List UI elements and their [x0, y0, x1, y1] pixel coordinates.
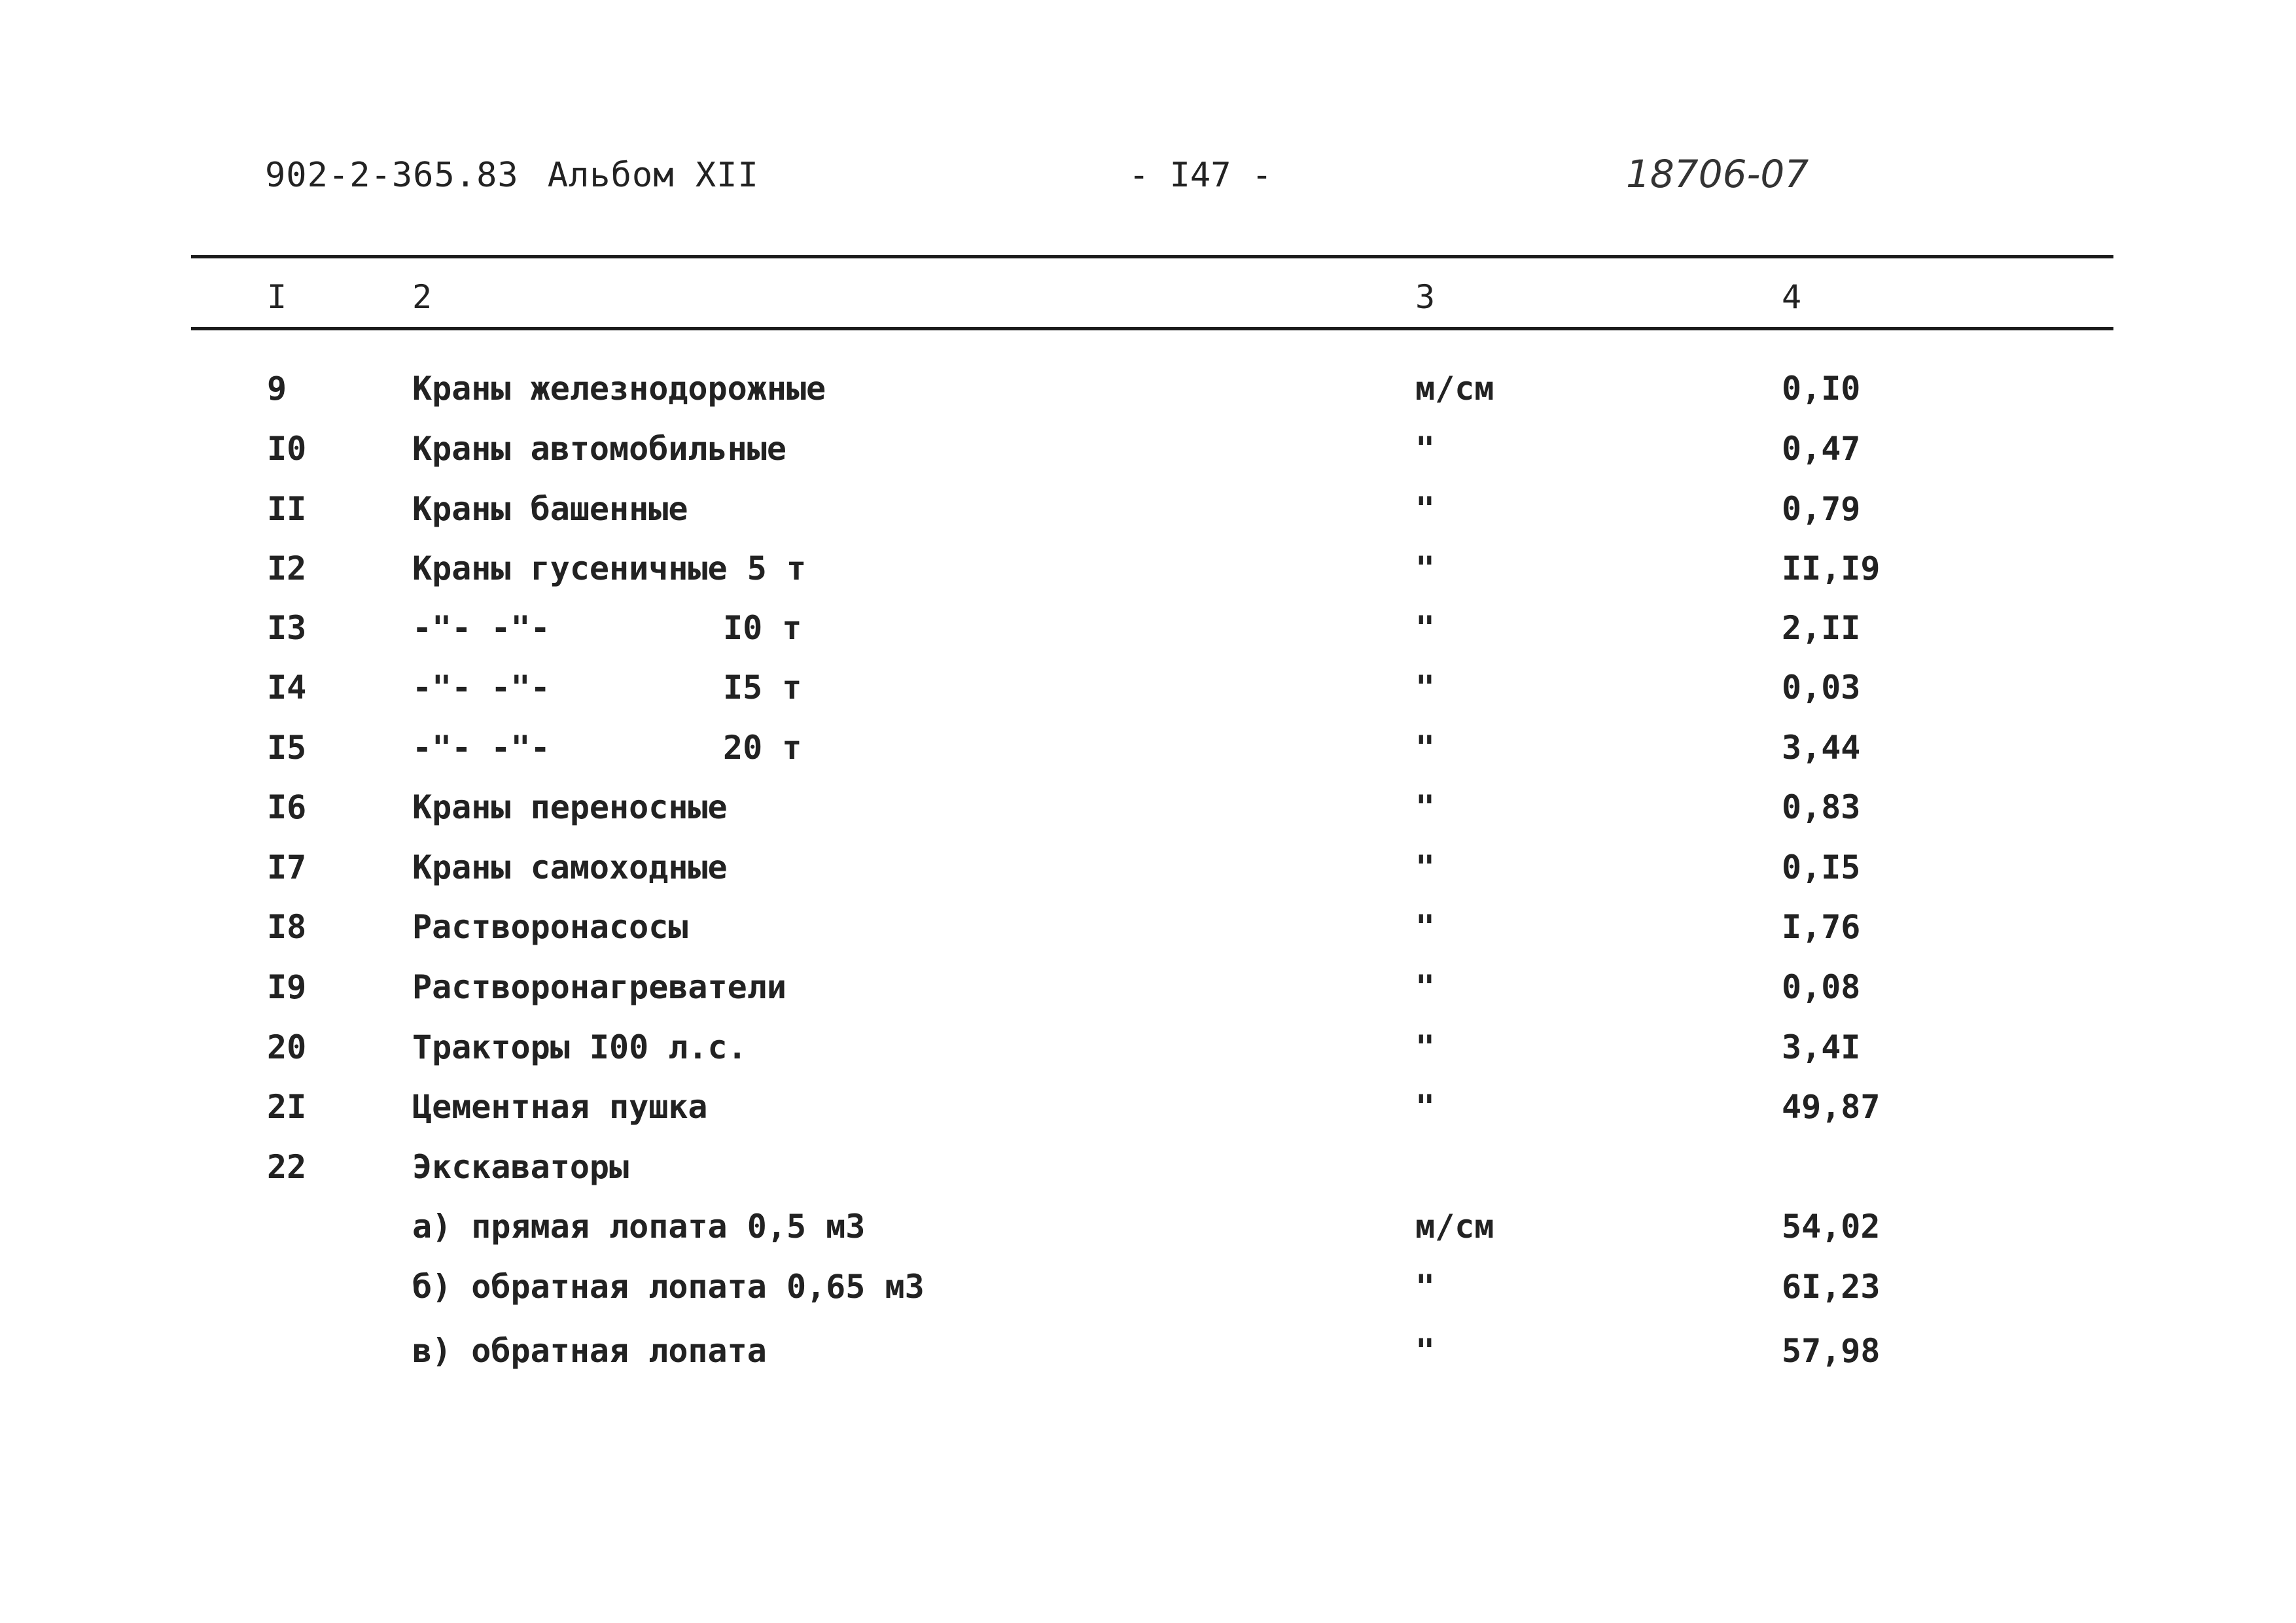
- table-cell-item-name: -"- -"-: [412, 669, 550, 707]
- table-cell-item-name: в) обратная лопата: [412, 1332, 767, 1370]
- table-cell-value: 3,4I: [1782, 1028, 1861, 1066]
- table-cell-value: 54,02: [1782, 1208, 1881, 1246]
- table-cell-unit: ": [1415, 848, 1436, 886]
- table-cell-item-name: Тракторы I00 л.с.: [412, 1028, 747, 1066]
- table-cell-item-name: б) обратная лопата 0,65 м3: [412, 1268, 925, 1306]
- table-cell-row-number: I0: [267, 430, 307, 468]
- table-cell-unit: ": [1415, 1028, 1436, 1066]
- table-cell-item-name: Краны железнодорожные: [412, 370, 826, 408]
- table-cell-unit: ": [1415, 788, 1436, 826]
- table-cell-unit: ": [1415, 1332, 1436, 1370]
- table-cell-value: 0,08: [1782, 968, 1861, 1006]
- column-header-4: 4: [1782, 278, 1802, 316]
- table-cell-unit: м/см: [1415, 370, 1494, 408]
- table-cell-row-number: II: [267, 490, 307, 528]
- document-code-header: [265, 156, 759, 195]
- column-header-2: 2: [412, 278, 433, 316]
- table-cell-unit: ": [1415, 1268, 1436, 1306]
- table-cell-value: 0,I5: [1782, 848, 1861, 886]
- table-cell-row-number: I4: [267, 669, 307, 707]
- table-cell-value: 3,44: [1782, 729, 1861, 767]
- table-cell-item-name: Экскаваторы: [412, 1148, 629, 1186]
- table-cell-value: 49,87: [1782, 1088, 1881, 1126]
- table-cell-row-number: I5: [267, 729, 307, 767]
- table-cell-item-name: Краны самоходные: [412, 848, 728, 886]
- table-cell-unit: м/см: [1415, 1208, 1494, 1246]
- table-cell-item-name: -"- -"-: [412, 609, 550, 647]
- table-cell-unit: ": [1415, 490, 1436, 528]
- table-cell-value: I,76: [1782, 908, 1861, 946]
- table-cell-value: 57,98: [1782, 1332, 1881, 1370]
- column-header-3: 3: [1415, 278, 1436, 316]
- table-cell-unit: ": [1415, 968, 1436, 1006]
- album-label: Альбом XII: [547, 156, 759, 195]
- table-cell-row-number: I3: [267, 609, 307, 647]
- table-cell-value: 0,79: [1782, 490, 1861, 528]
- table-cell-row-number: I9: [267, 968, 307, 1006]
- table-cell-unit: ": [1415, 669, 1436, 707]
- table-header-rule: [191, 327, 2113, 330]
- table-cell-unit: ": [1415, 430, 1436, 468]
- table-cell-value: 2,II: [1782, 609, 1861, 647]
- table-cell-row-number: I8: [267, 908, 307, 946]
- table-cell-unit: ": [1415, 609, 1436, 647]
- table-cell-item-name: Краны автомобильные: [412, 430, 786, 468]
- table-cell-unit: ": [1415, 729, 1436, 767]
- table-cell-row-number: 9: [267, 370, 287, 408]
- table-cell-unit: ": [1415, 550, 1436, 587]
- table-cell-row-number: 2I: [267, 1088, 307, 1126]
- document-code: 902-2-365.83: [265, 156, 519, 195]
- table-cell-item-capacity: I5 т: [723, 669, 802, 707]
- table-cell-item-capacity: I0 т: [723, 609, 802, 647]
- table-cell-value: 0,I0: [1782, 370, 1861, 408]
- table-cell-item-name: Растворонагреватели: [412, 968, 786, 1006]
- column-header-1: I: [267, 278, 287, 316]
- table-cell-unit: ": [1415, 1088, 1436, 1126]
- table-cell-row-number: 20: [267, 1028, 307, 1066]
- table-cell-value: II,I9: [1782, 550, 1881, 587]
- table-cell-value: 0,03: [1782, 669, 1861, 707]
- table-cell-item-name: Краны переносные: [412, 788, 728, 826]
- table-cell-value: 0,83: [1782, 788, 1861, 826]
- table-cell-item-name: -"- -"-: [412, 729, 550, 767]
- table-cell-item-name: Растворонасосы: [412, 908, 688, 946]
- table-cell-item-name: Цементная пушка: [412, 1088, 708, 1126]
- table-cell-row-number: I6: [267, 788, 307, 826]
- table-cell-item-capacity: 20 т: [723, 729, 802, 767]
- table-cell-value: 6I,23: [1782, 1268, 1881, 1306]
- table-cell-value: 0,47: [1782, 430, 1861, 468]
- table-cell-item-name: Краны гусеничные 5 т: [412, 550, 807, 587]
- table-cell-item-name: Краны башенные: [412, 490, 688, 528]
- inventory-number: 18706-07: [1626, 152, 1809, 196]
- table-cell-unit: ": [1415, 908, 1436, 946]
- table-cell-row-number: I2: [267, 550, 307, 587]
- page-number: - I47 -: [1129, 156, 1273, 195]
- table-cell-row-number: 22: [267, 1148, 307, 1186]
- table-cell-item-name: а) прямая лопата 0,5 м3: [412, 1208, 866, 1246]
- table-cell-row-number: I7: [267, 848, 307, 886]
- table-top-rule: [191, 255, 2113, 258]
